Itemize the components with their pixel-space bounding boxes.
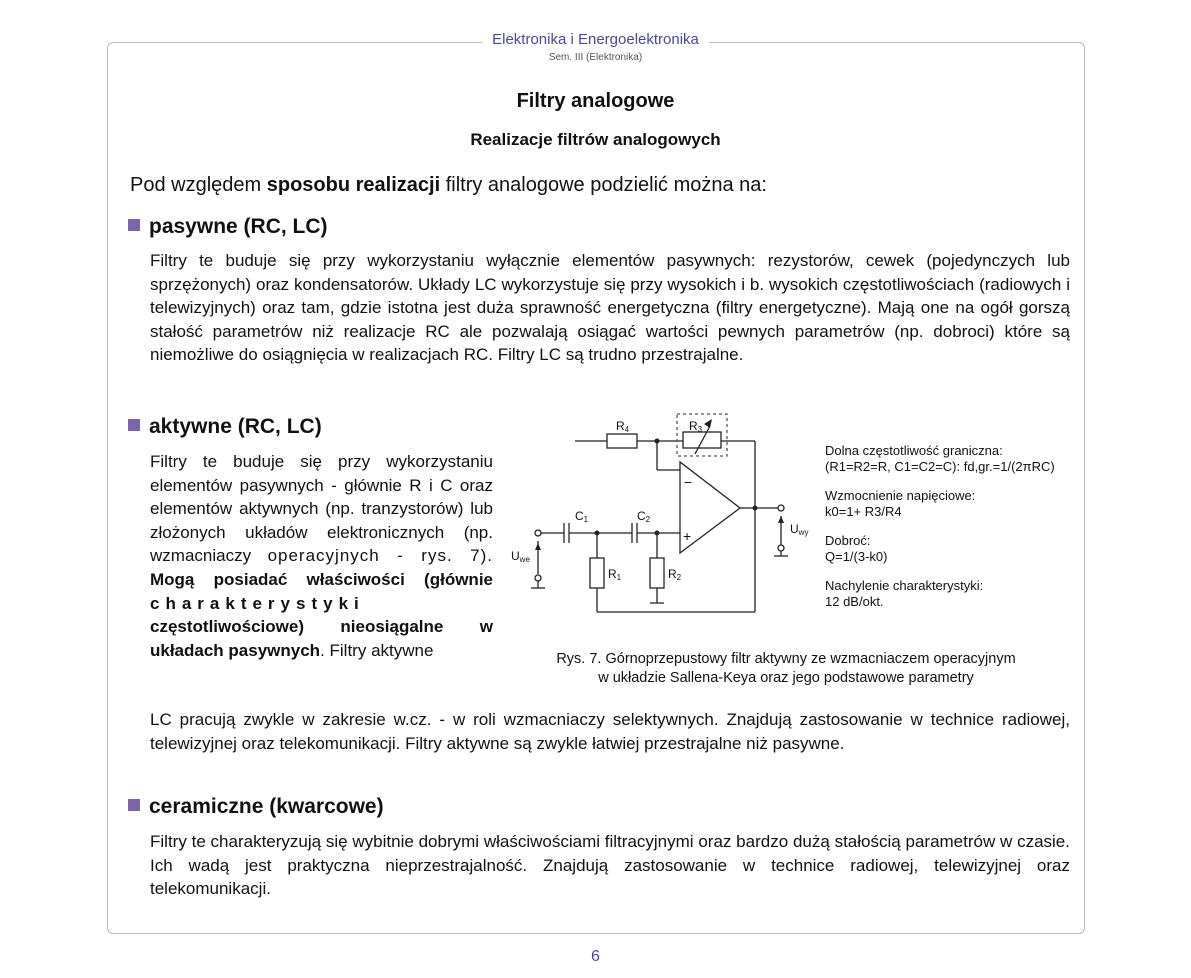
intro-after: filtry analogowe podzielić można na: [440, 174, 767, 196]
active-left-bold-wide: charakterystyki [150, 593, 365, 613]
active-left-bold1: Mogą posiadać właściwości (głównie [150, 569, 493, 589]
filter-parameters [825, 443, 1085, 623]
active-left-b: operacyjnych - rys. 7). [267, 546, 493, 566]
active-left-paragraph [150, 450, 493, 662]
label-uwy: Uwy [790, 522, 809, 537]
resistor-r4 [607, 434, 637, 448]
section-heading-ceramic [128, 795, 384, 819]
sallen-key-circuit-diagram [500, 405, 820, 625]
q-label: Dobroć: [825, 533, 871, 548]
cutoff-label: Dolna częstotliwość graniczna: [825, 443, 1003, 458]
bullet-square-icon [128, 799, 140, 811]
gain-label: Wzmocnienie napięciowe: [825, 488, 976, 503]
label-r4: R4 [616, 419, 630, 434]
label-c1: C1 [575, 509, 589, 524]
bullet-square-icon [128, 419, 140, 431]
ceramic-paragraph: Filtry te charakteryzują się wybitnie dobrymi właściwościami filtracyjnymi oraz bardzo dużą stałością parametrów w czasie. Ich wadą jest praktyczna nieprzestrajalność. Znajdują zastosowanie w technice radiowej, telewizyjnej oraz telekomunikacji. [150, 832, 1070, 899]
figure-caption [507, 650, 1065, 688]
section-heading-passive [128, 215, 328, 239]
slope-label: Nachylenie charakterystyki: [825, 578, 984, 593]
label-uwe: Uwe [511, 549, 530, 564]
active-paragraph: LC pracują zwykle w zakresie w.cz. - w roli wzmacniaczy selektywnych. Znajdują zastosowanie w technice radiowej, telewizyjnej oraz telekomunikacji. Filtry aktywne są zwykle łatwiej przestrajalne niż pasywne. [150, 710, 1070, 753]
q-formula: Q=1/(3-k0) [825, 549, 888, 564]
intro-paragraph [130, 174, 767, 197]
active-left-bold2: częstotliwościowe) nieosiągalne w układach pasywnych [150, 617, 493, 660]
resistor-r2 [650, 558, 664, 588]
label-r1: R1 [608, 567, 622, 582]
active-left-a: Filtry te buduje się przy wykorzystaniu elementów pasywnych - głównie R i C oraz elementów aktywnych (np. tranzystorów) lub złożonych układów elektronicznych (np. wzmacniaczy [150, 452, 493, 566]
bullet-square-icon [128, 219, 140, 231]
page-number: 6 [591, 948, 600, 965]
caption-line-2: w układzie Sallena-Keya oraz jego podstawowe parametry [598, 670, 974, 686]
intro-before: Pod względem [130, 174, 267, 196]
section-heading-active [128, 415, 322, 439]
ceramic-heading-text: ceramiczne (kwarcowe) [149, 795, 384, 818]
page-title: Filtry analogowe [516, 90, 675, 112]
intro-bold: sposobu realizacji [266, 174, 441, 196]
slope-value: 12 dB/okt. [825, 594, 884, 609]
resistor-r1 [590, 558, 604, 588]
header [0, 30, 1191, 50]
label-c2: C2 [637, 509, 651, 524]
caption-line-1: Rys. 7. Górnoprzepustowy filtr aktywny ze wzmacniaczem operacyjnym [556, 651, 1016, 667]
page-subtitle: Realizacje filtrów analogowych [470, 130, 721, 149]
opamp-minus-label: − [684, 474, 693, 490]
passive-paragraph: Filtry te buduje się przy wykorzystaniu wyłącznie elementów pasywnych: rezystorów, cewek (pojedynczych lub sprzężonych) oraz kondensatorów. Układy LC wykorzystuje się przy wysokich i b. wysokich częstotliwościach (radiowych i telewizyjnych) oraz tam, gdzie istotna jest duża sprawność energetyczna (filtry energetyczne). Mają one na ogół gorszą stałość parametrów niż realizacje RC ale pozwalają osiągać wartości pewnych parametrów (np. dobroci) które są niemożliwe do osiągnięcia w realizacjach RC. Filtry LC są trudno przestrajalne. [150, 251, 1070, 365]
cutoff-formula: (R1=R2=R, C1=C2=C): fd,gr.=1/(2πRC) [825, 459, 1055, 474]
opamp-plus-label: + [683, 528, 692, 544]
header-title: Elektronika i Energoelektronika [482, 30, 709, 50]
active-heading-text: aktywne (RC, LC) [149, 415, 322, 438]
active-left-c: . Filtry aktywne [320, 640, 434, 660]
gain-formula: k0=1+ R3/R4 [825, 504, 902, 519]
passive-heading-text: pasywne (RC, LC) [149, 215, 328, 238]
header-subtitle: Sem. III (Elektronika) [548, 52, 643, 63]
label-r2: R2 [668, 567, 682, 582]
label-r3: R3 [689, 419, 703, 434]
